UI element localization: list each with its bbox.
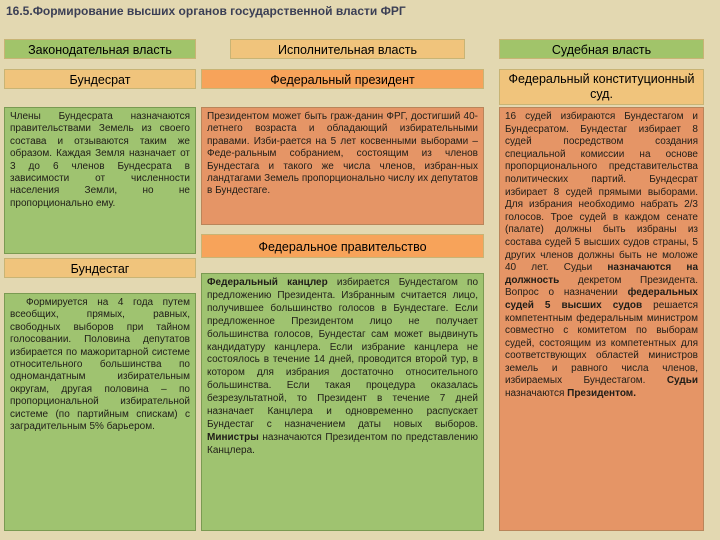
government-main-text: избирается Бундестагом по предложению Президента. Избранным считается лицо, получившее большинство голосов в Бундестаге. Если предложенное Президентом лицо не получает большинства голосов, Бундестаг сам может выдвинуть кандидатуру канцлера. Если избрание канцлера не состоялось в течение 14 дней, проводится второй тур, в котором для избрания достаточно относительного большинства. Если такая процедура оказалась безрезультатной, то Президент в течение 7 дней назначает Канцлера и одновременно распускает Бундестаг с назначением даты новых выборов. (207, 277, 479, 430)
chancellor-term: Федеральный канцлер (207, 277, 328, 288)
court-heading: Федеральный конституционный суд. (508, 72, 695, 101)
executive-branch-header: Исполнительная власть (230, 39, 465, 59)
president-description (201, 107, 484, 225)
court-text-4: назначаются (505, 388, 568, 400)
legislative-branch-header: Законодательная власть (4, 39, 196, 59)
page-title: 16.5.Формирование высших органов государственной власти ФРГ (6, 4, 406, 18)
government-header: Федеральное правительство (201, 234, 484, 258)
court-bold-3: Судьи (666, 375, 698, 387)
bundestag-header: Бундестаг (4, 258, 196, 278)
bundesrat-description (4, 107, 196, 254)
court-header (499, 69, 704, 105)
judicial-branch-header: Судебная власть (499, 39, 704, 59)
court-bold-4: Президентом. (567, 388, 636, 400)
bundesrat-text: Члены Бундесрата назначаются правительствами Земель из своего состава и отзываются таким же образом. Каждая Земля назначает от 3 до 6 членов Бундесрата в зависимости от численности населения Земли, но не пропорционально ему. (10, 111, 190, 209)
court-text-3: решается компетентным федеральным министром совместно с комитетом по выборам судей, состоящим из компетентных для соответствующих областей министров земель и равного числа членов, избираемых Бундестагом. (505, 299, 698, 387)
president-text: Президентом может быть граж-данин ФРГ, достигший 40-летнего возраста и обладающий избирательными правами. Изби-рается на 5 лет косвенными выборами – Феде-ральным собранием, состоящим из членов Бундестага и такого же числа членов, избран-ных ландтагами Земель пропорционально числу их депутатов в Бундестаге. (207, 111, 478, 197)
court-bold-1: назначаются на должность (505, 262, 699, 286)
bundesrat-header: Бундесрат (4, 69, 196, 89)
court-bold-2: федеральных судей 5 высших судов (505, 287, 698, 311)
government-text (207, 277, 478, 458)
ministers-text: назначаются Президентом по представлению Канцлера. (207, 431, 478, 456)
court-text-2: декретом Президента. Вопрос о назначении (505, 274, 698, 299)
bundestag-description (4, 293, 196, 531)
court-text-1: 16 судей избираются Бундестагом и Бундесратом. Бундестаг избирает 8 судей посредством создания специальной комиссии на основе пропорционального представительства политических партий. Бундесрат избирает 8 судей прямыми выборами. Для избрания необходимо набрать 2/3 голосов. Трое судей в каждом сенате (палате) должны быть избраны из состава судей 5 высших судов страны, 5 других членов должны быть не моложе 40 лет. Судьи (505, 111, 698, 274)
court-description (499, 107, 704, 531)
president-header: Федеральный президент (201, 69, 484, 89)
government-description (201, 273, 484, 531)
ministers-term: Министры (207, 431, 259, 443)
bundestag-text: Формируется на 4 года путем всеобщих, прямых, равных, свободных выборов при тайном голосовании. Половина депутатов избирается по мажоритарной системе относительного большинства по одномандатным избирательным округам, другая половина – по пропорциональной избирательной системе (по партийным спискам) с заградительным 5% барьером. (10, 297, 190, 433)
court-text (505, 111, 698, 401)
